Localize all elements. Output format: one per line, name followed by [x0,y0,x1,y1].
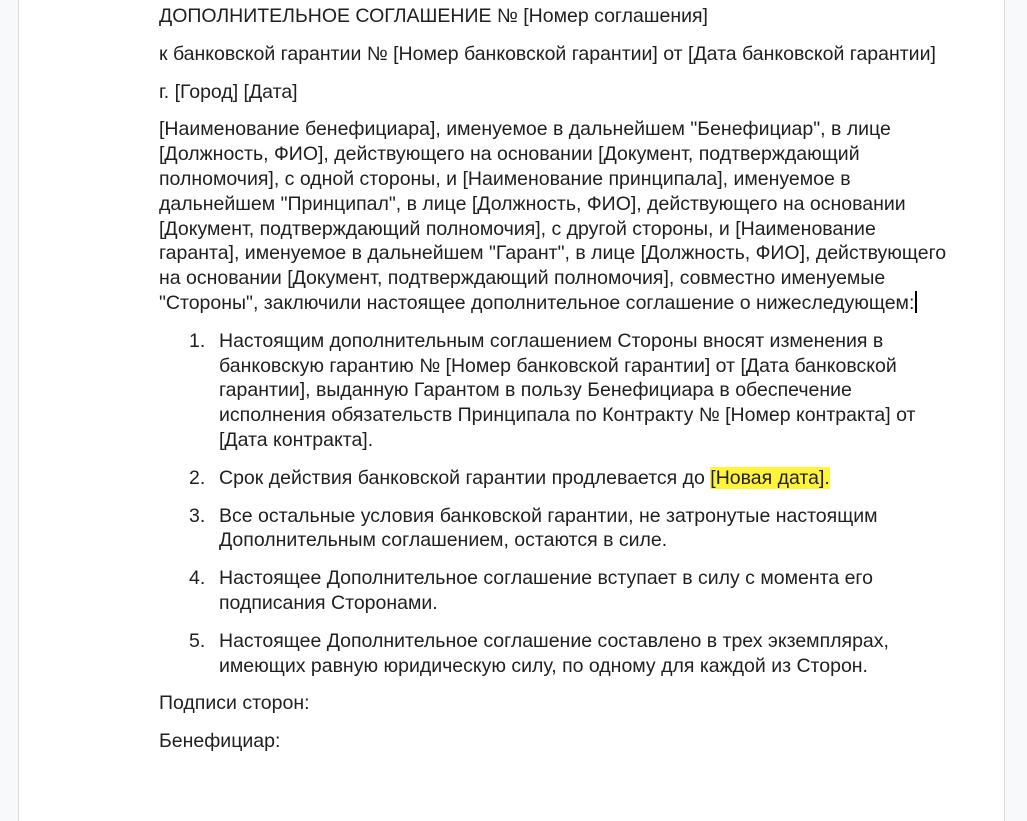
terms-list [159,329,959,679]
document-title: ДОПОЛНИТЕЛЬНОЕ СОГЛАШЕНИЕ № [Номер соглашения] [159,5,708,27]
preamble-paragraph [159,117,959,315]
list-item-number: 2. [189,466,206,489]
list-item-text: Все остальные условия банковской гарантии, не затронутые настоящим Дополнительным соглашением, остаются в силе. [219,504,878,552]
list-item-text: Настоящее Дополнительное соглашение составлено в трех экземплярах, имеющих равную юридическую силу, по одному для каждой из Сторон. [219,629,889,677]
list-item [159,629,959,679]
list-item-text: Срок действия банковской гарантии продлевается до [219,466,711,489]
text-cursor [915,291,917,313]
list-item [159,329,959,453]
document-page[interactable] [18,0,1005,821]
list-item-number: 5. [189,629,206,652]
highlighted-new-date: [Новая дата]. [710,466,830,489]
list-item-number: 4. [189,567,206,590]
list-item [159,566,959,616]
beneficiary-label: Бенефициар: [159,730,281,753]
list-item [159,466,959,491]
list-item [159,504,959,554]
signatures-heading: Подписи сторон: [159,692,310,715]
list-item-number: 3. [189,504,206,527]
document-body[interactable] [159,4,959,767]
document-subtitle: к банковской гарантии № [Номер банковской гарантии] от [Дата банковской гарантии] [159,42,936,65]
place-date-line: г. [Город] [Дата] [159,80,298,103]
list-item-text: Настоящим дополнительным соглашением Стороны вносят изменения в банковскую гарантию № [Номер банковской гарантии] от [Дата банковской гарантии], выданную Гарантом в пользу Бенефициара в обеспечение исполнения обязательств Принципала по Контракту № [Номер контракта] от [Дата контракта]. [219,329,916,451]
list-item-number: 1. [189,329,206,352]
preamble-text: [Наименование бенефициара], именуемое в дальнейшем "Бенефициар", в лице [Должность, ФИО], действующего на основании [Документ, подтверждающий полномочия], с одной стороны, и [Наименование принципала], именуемое в дальнейшем "Принципал", в лице [Должность, ФИО], действующего на основании [Документ, подтверждающий полномочия], с другой стороны, и [Наименование гаранта], именуемое в дальнейшем "Гарант", в лице [Должность, ФИО], действующего на основании [Документ, подтверждающий полномочия], совместно именуемые "Стороны", заключили настоящее дополнительное соглашение о нижеследующем: [159,118,947,314]
list-item-text: Настоящее Дополнительное соглашение вступает в силу с момента его подписания Сторонами. [219,567,873,614]
